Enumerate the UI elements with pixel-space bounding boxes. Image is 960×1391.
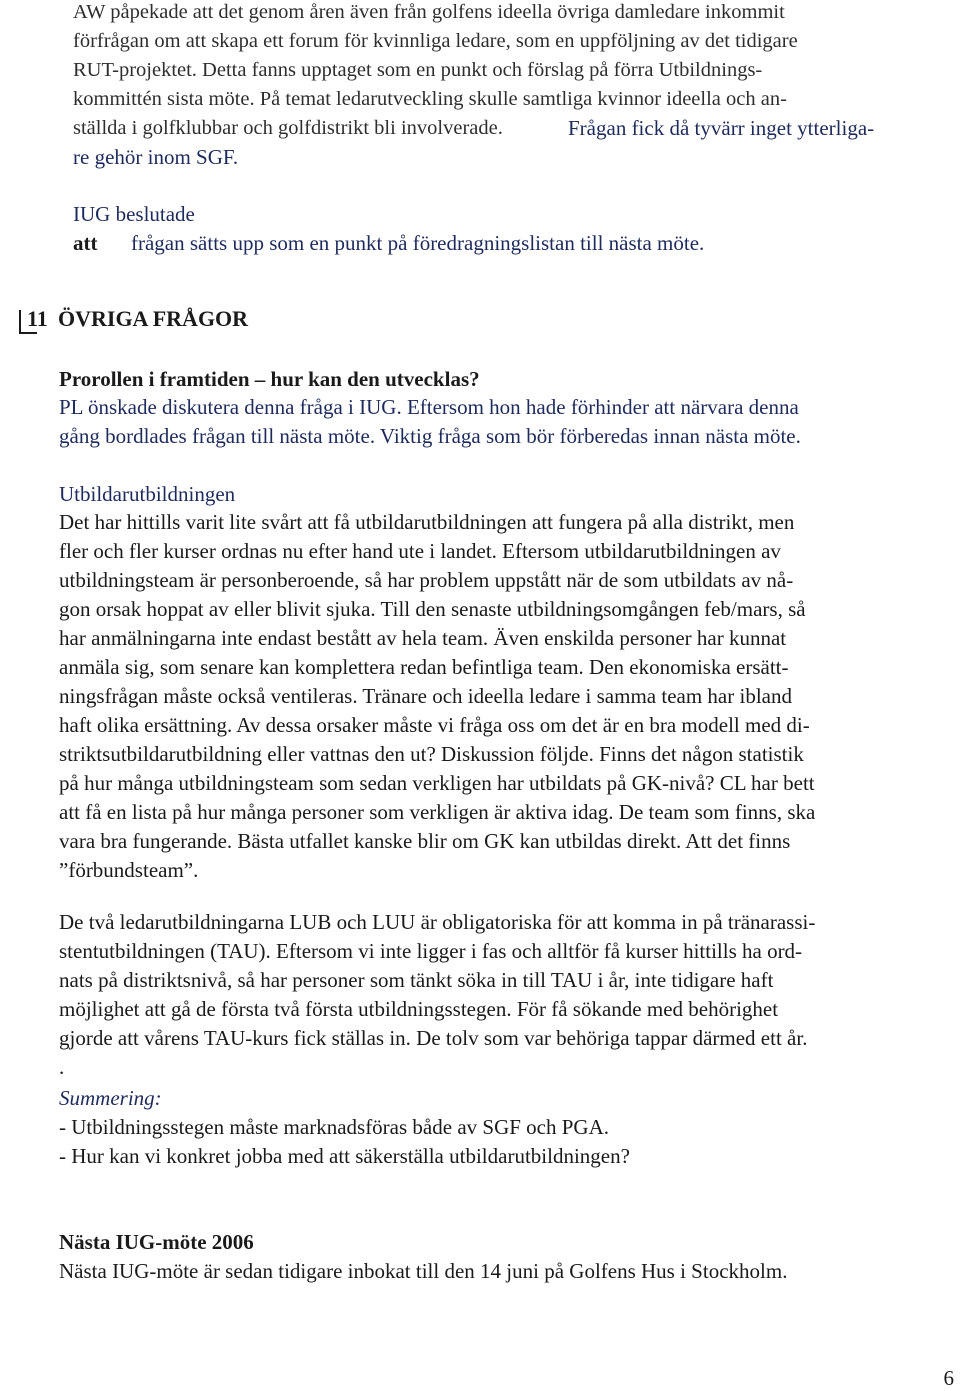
section-rule (19, 332, 37, 334)
utbildar-line-3: utbildningsteam är personberoende, så har problem uppstått när de som utbildats av nå- (59, 568, 794, 592)
prorollen-line-2: gång bordlades frågan till nästa möte. Viktig fråga som bör förberedas innan nästa möte. (59, 424, 801, 448)
decision-text: frågan sätts upp som en punkt på föredragningslistan till nästa möte. (131, 231, 705, 255)
summary-heading: Summering: (59, 1086, 162, 1110)
section-number: 11 (27, 306, 48, 331)
utbildar-line-6: anmäla sig, som senare kan komplettera redan befintliga team. Den ekonomiska ersätt- (59, 655, 789, 679)
ledar-line-2: stentutbildningen (TAU). Eftersom vi inte ligger i fas och alltför få kurser hittills ha ord- (59, 939, 803, 963)
intro-line-1: AW påpekade att det genom åren även från golfens ideella övriga damledare inkommit (73, 1, 785, 23)
intro-line-4: kommittén sista möte. På temat ledarutveckling skulle samtliga kvinnor ideella och an- (73, 88, 787, 110)
summary-item-1: - Utbildningsstegen måste marknadsföras både av SGF och PGA. (59, 1115, 609, 1139)
ledar-line-4: möjlighet att gå de första två första utbildningsstegen. För få sökande med behörighet (59, 997, 779, 1021)
intro-line-6: re gehör inom SGF. (73, 145, 239, 169)
page-number: 6 (943, 1366, 954, 1390)
utbildar-line-12: vara bra fungerande. Bästa utfallet kanske blir om GK kan utbildas direkt. Att det finns (59, 829, 791, 853)
utbildar-heading: Utbildarutbildningen (59, 482, 236, 506)
utbildar-line-13: ”förbundsteam”. (59, 858, 199, 882)
next-meeting-text: Nästa IUG-möte är sedan tidigare inbokat till den 14 juni på Golfens Hus i Stockholm. (59, 1259, 788, 1283)
section-rule-tick (19, 310, 21, 332)
ledar-line-5: gjorde att vårens TAU-kurs fick ställas in. De tolv som var behöriga tappar därmed ett år. (59, 1026, 808, 1050)
utbildar-line-9: striktsutbildarutbildning eller vattnas den ut? Diskussion följde. Finns det någon statistik (59, 742, 804, 766)
utbildar-line-11: att få en lista på hur många personer som verkligen är aktiva idag. De team som finns, ska (59, 800, 816, 824)
decision-keyword: att (73, 231, 98, 255)
utbildar-line-1: Det har hittills varit lite svårt att få utbildarutbildningen att fungera på alla distrikt, men (59, 510, 795, 534)
utbildar-line-4: gon orsak hoppat av eller blivit sjuka. Till den senaste utbildningsomgången feb/mars, så (59, 597, 806, 621)
ledar-line-3: nats på distriktsnivå, så har personer som tänkt söka in till TAU i år, inte tidigare haft (59, 968, 774, 992)
prorollen-heading: Prorollen i framtiden – hur kan den utvecklas? (59, 367, 480, 391)
prorollen-line-1: PL önskade diskutera denna fråga i IUG. Eftersom hon hade förhinder att närvara denna (59, 395, 799, 419)
utbildar-line-7: ningsfrågan måste också ventileras. Tränare och ideella ledare i samma team har ibland (59, 684, 792, 708)
utbildar-line-5: har anmälningarna inte endast bestått av hela team. Även enskilda personer har kunnat (59, 626, 787, 650)
summary-item-2: - Hur kan vi konkret jobba med att säkerställa utbildarutbildningen? (59, 1144, 630, 1168)
ledar-line-1: De två ledarutbildningarna LUB och LUU är obligatoriska för att komma in på tränarassi- (59, 910, 816, 934)
intro-line-2: förfrågan om att skapa ett forum för kvinnliga ledare, som en uppföljning av det tidigare (73, 30, 798, 52)
utbildar-line-10: på hur många utbildningsteam som sedan verkligen har utbildats på GK-nivå? CL har bett (59, 771, 815, 795)
utbildar-line-2: fler och fler kurser ordnas nu efter hand ute i landet. Eftersom utbildarutbildningen av (59, 539, 781, 563)
intro-line-5a: ställda i golfklubbar och golfdistrikt bli involverade. (73, 117, 503, 139)
ledar-line-6: . (59, 1055, 65, 1079)
section-title: ÖVRIGA FRÅGOR (58, 306, 249, 331)
intro-line-5b: Frågan fick då tyvärr inget ytterliga- (568, 116, 875, 140)
decision-heading: IUG beslutade (73, 202, 195, 226)
next-meeting-heading: Nästa IUG-möte 2006 (59, 1230, 254, 1254)
utbildar-line-8: haft olika ersättning. Av dessa orsaker måste vi fråga oss om det är en bra modell med di- (59, 713, 810, 737)
intro-line-3: RUT-projektet. Detta fanns upptaget som en punkt och förslag på förra Utbildnings- (73, 59, 763, 81)
